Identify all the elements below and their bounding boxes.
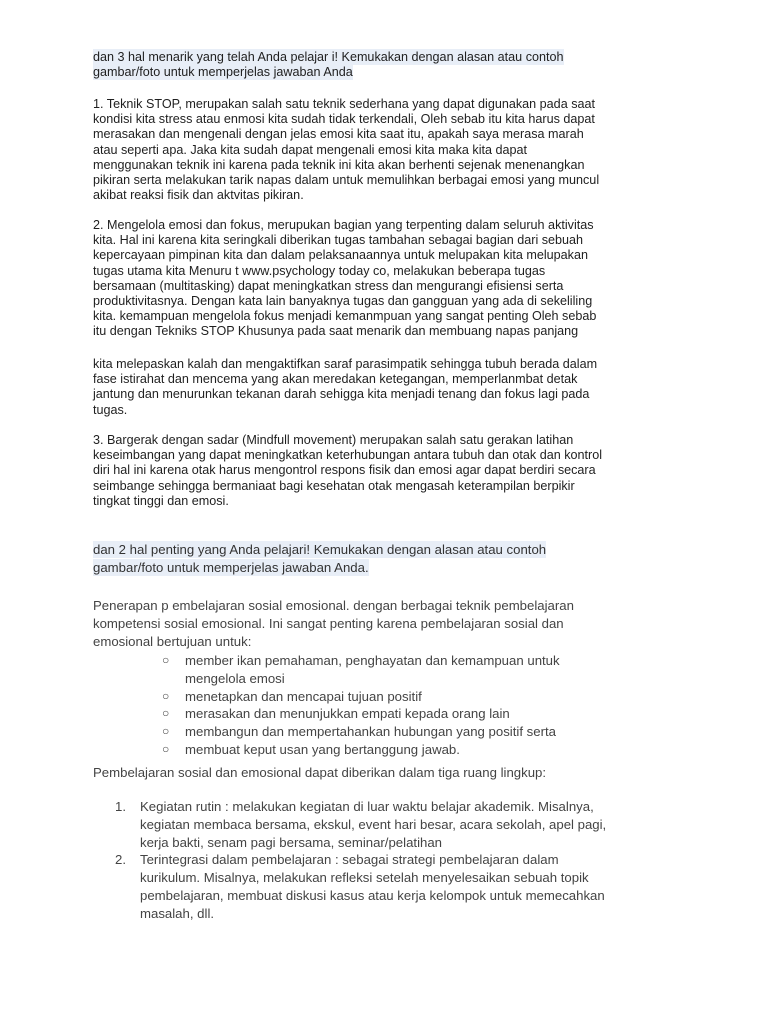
text-line: tugas. bbox=[93, 402, 128, 417]
question-1-prompt bbox=[93, 50, 683, 80]
scope-sentence: Pembelajaran sosial dan emosional dapat diberikan dalam tiga ruang lingkup: bbox=[93, 765, 547, 780]
answer-2-intro bbox=[93, 597, 653, 650]
text-line: fase istirahat dan mencema yang akan meredakan ketegangan, memperlanmbat detak bbox=[93, 372, 578, 387]
text-line: tingkat tinggi dan emosi. bbox=[93, 493, 229, 508]
list-item bbox=[93, 798, 653, 851]
text-line: member ikan pemahaman, penghayatan dan kemampuan untuk bbox=[185, 653, 560, 668]
answer-1-paragraph-1 bbox=[93, 97, 683, 203]
scope-numbered-list bbox=[93, 798, 653, 923]
question-1-line-1: dan 3 hal menarik yang telah Anda pelajar i! Kemukakan dengan alasan atau contoh bbox=[93, 50, 564, 64]
answer-1-paragraph-3 bbox=[93, 357, 683, 418]
text-line: merasakan dan menunjukkan empati kepada orang lain bbox=[185, 706, 510, 722]
answer-1-paragraph-4 bbox=[93, 433, 683, 509]
text-line: keseimbangan yang dapat meningkatkan keterhubungan antara tubuh dan otak dan kontrol bbox=[93, 448, 603, 463]
list-item bbox=[93, 741, 653, 759]
text-line: kegiatan membaca bersama, ekskul, event hari besar, acara sekolah, apel pagi, bbox=[140, 816, 607, 832]
text-line: itu dengan Tekniks STOP Khusunya pada saat menarik dan membuang napas panjang bbox=[93, 324, 579, 339]
text-line: 1. Teknik STOP, merupakan salah satu teknik sederhana yang dapat digunakan pada saat bbox=[93, 97, 595, 111]
text-line: kepercayaan pimpinan kita dan dalam pelaksanaannya untuk melupakan kita melupakan bbox=[93, 248, 588, 263]
text-line: 2. Mengelola emosi dan fokus, merupukan bagian yang terpenting dalam seluruh aktivitas bbox=[93, 218, 594, 232]
text-line: kita. kemampuan mengelola fokus menjadi kemanmpuan yang sangat penting Oleh sebab bbox=[93, 309, 597, 324]
text-line: emosional bertujuan untuk: bbox=[93, 633, 252, 649]
text-line: pikiran serta melakukan tarik napas dalam untuk memulihkan berbagai emosi yang muncul bbox=[93, 173, 600, 188]
text-line: membuat keput usan yang bertanggung jawab. bbox=[185, 741, 460, 757]
text-line: 3. Bargerak dengan sadar (Mindfull movement) merupakan salah satu gerakan latihan bbox=[93, 433, 574, 447]
list-number: 2. bbox=[115, 852, 126, 868]
question-2-line-2: gambar/foto untuk memperjelas jawaban Anda. bbox=[93, 560, 369, 576]
text-line: jantung dan menurunkan tekanan darah sehigga kita menjadi tenang dan fokus lagi pada bbox=[93, 387, 590, 402]
text-line: produktivitasnya. Dengan kata lain banyaknya tugas dan gangguan yang ada di sekeliling bbox=[93, 294, 593, 309]
text-line: menggunakan teknik ini karena pada teknik ini kita akan berhenti sejenak menenangkan bbox=[93, 157, 585, 172]
text-line: kondisi kita stress atau enmosi kita sudah tidak terkendali, Oleh sebab itu kita harus dapat bbox=[93, 112, 595, 127]
question-2-line-1: dan 2 hal penting yang Anda pelajari! Kemukakan dengan alasan atau contoh bbox=[93, 542, 547, 557]
text-line: bersamaan (multitasking) dapat meningkatkan stress dan mengurangi efisiensi serta bbox=[93, 278, 564, 293]
goals-bullet-list bbox=[93, 652, 653, 759]
circle-bullet-icon: ○ bbox=[162, 653, 170, 667]
list-item bbox=[93, 723, 653, 741]
text-line: kompetensi sosial emosional. Ini sangat penting karena pembelajaran sosial dan bbox=[93, 615, 564, 631]
list-item bbox=[93, 705, 653, 723]
text-line: diri hal ini karena otak harus mengontrol respons fisik dan emosi agar dapat berdiri secara bbox=[93, 463, 596, 478]
text-line: kita melepaskan kalah dan mengaktifkan saraf parasimpatik sehingga tubuh berada dalam bbox=[93, 357, 598, 371]
text-line: kurikulum. Misalnya, melakukan refleksi setelah menyelesaikan sebuah topik bbox=[140, 870, 589, 886]
list-item bbox=[93, 851, 653, 922]
text-line: kerja bakti, senam pagi bersama, seminar/pelatihan bbox=[140, 834, 443, 850]
text-line: tugas utama kita Menuru t www.psychology today co, melakukan beberapa tugas bbox=[93, 263, 546, 278]
question-2-prompt bbox=[93, 541, 683, 577]
list-item bbox=[93, 688, 653, 706]
text-line: seimbange sehingga bermaniaat bagi kesehatan otak mengasah keterampilan berpikir bbox=[93, 478, 575, 493]
text-line: membangun dan mempertahankan hubungan yang positif serta bbox=[185, 724, 556, 740]
text-line: mengelola emosi bbox=[185, 670, 285, 686]
text-line: masalah, dll. bbox=[140, 905, 215, 921]
circle-bullet-icon: ○ bbox=[162, 724, 170, 739]
text-line: pembelajaran, membuat diskusi kasus atau kerja kelompok untuk memecahkan bbox=[140, 887, 605, 903]
circle-bullet-icon: ○ bbox=[162, 741, 170, 756]
list-number: 1. bbox=[115, 799, 126, 814]
text-line: Terintegrasi dalam pembelajaran : sebagai strategi pembelajaran dalam bbox=[140, 852, 559, 868]
circle-bullet-icon: ○ bbox=[162, 706, 170, 721]
text-line: atau seperti apa. Jaka kita sudah dapat mengenali emosi kita maka kita dapat bbox=[93, 142, 528, 157]
circle-bullet-icon: ○ bbox=[162, 688, 170, 703]
text-line: menetapkan dan mencapai tujuan positif bbox=[185, 688, 422, 704]
answer-1-paragraph-2 bbox=[93, 218, 683, 340]
question-1-line-2: gambar/foto untuk memperjelas jawaban Anda bbox=[93, 65, 353, 79]
text-line: merasakan dan mengenali dengan jelas emosi kita saat itu, apakah saya merasa marah bbox=[93, 127, 584, 142]
text-line: Kegiatan rutin : melakukan kegiatan di luar waktu belajar akademik. Misalnya, bbox=[140, 799, 594, 814]
text-line: akibat reaksi fisik dan aktvitas pikiran. bbox=[93, 188, 304, 203]
text-line: Penerapan p embelajaran sosial emosional. dengan berbagai teknik pembelajaran bbox=[93, 598, 574, 613]
list-item bbox=[93, 652, 653, 688]
text-line: kita. Hal ini karena kita seringkali diberikan tugas tambahan sebagai bagian dari sebuah bbox=[93, 233, 584, 248]
